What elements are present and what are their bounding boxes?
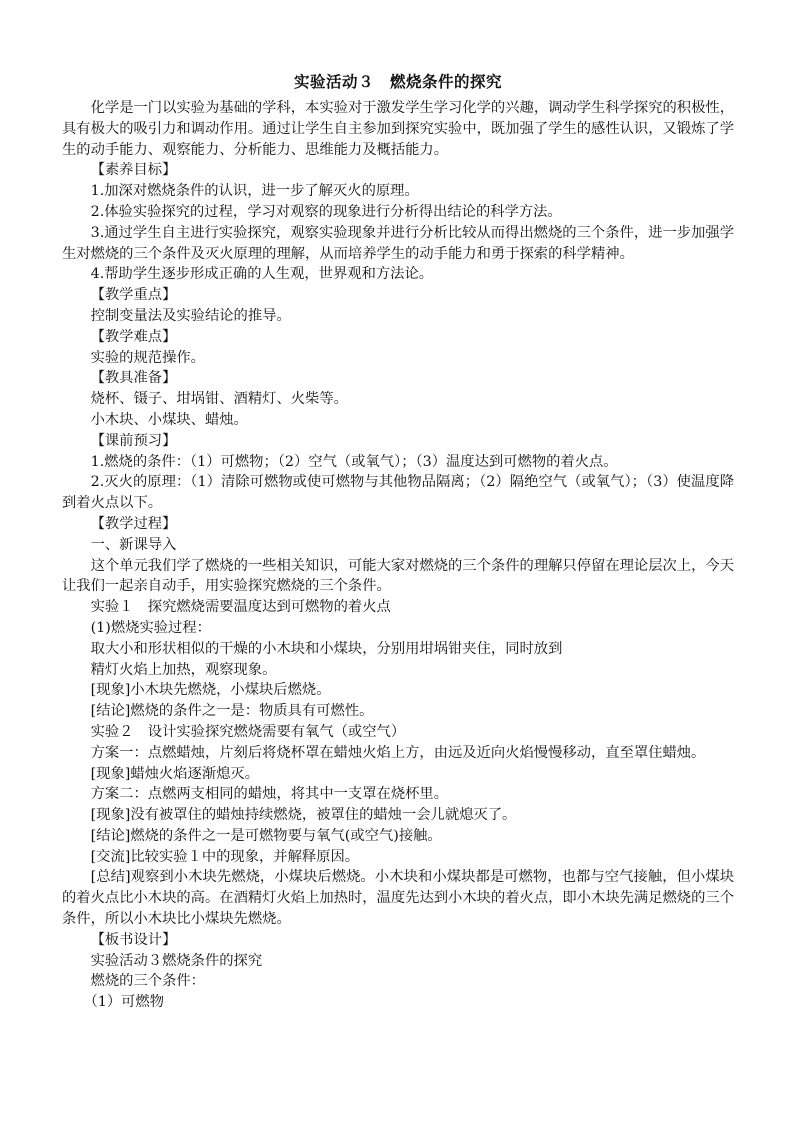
goal-item-2: 2.体验实验探究的过程，学习对观察的现象进行分析得出结论的科学方法。 (90, 203, 562, 220)
experiment-1-step-heading: (1)燃烧实验过程： (90, 619, 211, 636)
section-heading-preview: 【课前预习】 (90, 432, 177, 449)
experiment-1-conclusion: [结论]燃烧的条件之一是：物质具有可燃性。 (90, 703, 374, 720)
goal-item-4: 4.帮助学生逐步形成正确的人生观，世界观和方法论。 (90, 266, 434, 283)
section-heading-board-design: 【板书设计】 (90, 931, 177, 948)
preview-item-1: 1.燃烧的条件：（1）可燃物；（2）空气（或氧气）；（3）温度达到可燃物的着火点。 (90, 453, 618, 470)
experiment-2-plan-2: 方案二：点燃两支相同的蜡烛，将其中一支罩在烧杯里。 (90, 786, 449, 803)
board-conditions-heading: 燃烧的三个条件： (90, 973, 205, 990)
board-condition-1: （1）可燃物 (83, 994, 165, 1011)
experiment-2-plan-1: 方案一：点燃蜡烛，片刻后将烧杯罩在蜡烛火焰上方，由远及近向火焰慢慢移动，直至罩住蜡烛。 (90, 744, 706, 761)
experiment-1-phenomenon: [现象]小木块先燃烧，小煤块后燃烧。 (90, 682, 331, 699)
materials-line-1: 烧杯、镊子、坩埚钳、酒精灯、火柴等。 (90, 391, 348, 408)
section-heading-materials: 【教具准备】 (90, 370, 177, 387)
materials-line-2: 小木块、小煤块、蜡烛。 (90, 411, 248, 428)
intro-paragraph: 化学是一门以实验为基础的学科，本实验对于激发学生学习化学的兴趣，调动学生科学探究的积极性，具有极大的吸引力和调动作用。通过让学生自主参加到探究实验中，既加强了学生的感性认识，又锻炼了学生的动手能力、观察能力、分析能力、思维能力及概括能力。 (62, 100, 734, 158)
preview-item-2: 2.灭火的原理：（1）清除可燃物或使可燃物与其他物品隔离；（2）隔绝空气（或氧气）；（3）使温度降到着火点以下。 (62, 474, 734, 512)
board-title: 实验活动３燃烧条件的探究 (90, 952, 263, 969)
experiment-2-title: 实验２ 设计实验探究燃烧需要有氧气（或空气） (90, 723, 406, 740)
document-page (62, 70, 734, 1013)
summary-text: [总结]观察到小木块先燃烧，小煤块后燃烧。小木块和小煤块都是可燃物，也都与空气接触，但小煤块的着火点比小木块的高。在酒精灯火焰上加热时，温度先达到小木块的着火点，即小木块先满足燃烧的三个条件，所以小木块比小煤块先燃烧。 (62, 869, 734, 928)
experiment-2-phenomenon-2: [现象]没有被罩住的蜡烛持续燃烧，被罩住的蜡烛一会儿就熄灭了。 (90, 807, 517, 824)
document-title: 实验活动３ 燃烧条件的探究 (293, 72, 502, 91)
goal-item-3: 3.通过学生自主进行实验探究，观察实验现象并进行分析比较从而得出燃烧的三个条件，进一步加强学生对燃烧的三个条件及灭火原理的理解，从而培养学生的动手能力和勇于探索的科学精神。 (62, 224, 734, 262)
subheading-intro: 一、新课导入 (90, 536, 177, 553)
experiment-1-title: 实验１ 探究燃烧需要温度达到可燃物的着火点 (90, 599, 391, 616)
experiment-2-phenomenon-1: [现象]蜡烛火焰逐渐熄灭。 (90, 765, 260, 782)
experiment-1-step-line-1: 取大小和形状相似的干燥的小木块和小煤块，分别用坩埚钳夹住，同时放到 (90, 640, 563, 657)
section-heading-difficulties: 【教学难点】 (90, 328, 177, 345)
experiment-1-step-line-2: 精灯火焰上加热，观察现象。 (90, 661, 277, 678)
goal-item-1: 1.加深对燃烧条件的认识，进一步了解灭火的原理。 (90, 183, 419, 200)
exchange-text: [交流]比较实验１中的现象，并解释原因。 (90, 848, 360, 865)
section-heading-literacy-goals: 【素养目标】 (90, 162, 177, 179)
key-points-text: 控制变量法及实验结论的推导。 (90, 307, 291, 324)
intro-text: 这个单元我们学了燃烧的一些相关知识，可能大家对燃烧的三个条件的理解只停留在理论层次上，今天让我们一起亲自动手，用实验探究燃烧的三个条件。 (62, 557, 734, 595)
section-heading-process: 【教学过程】 (90, 515, 177, 532)
section-heading-key-points: 【教学重点】 (90, 287, 177, 304)
difficulties-text: 实验的规范操作。 (90, 349, 205, 366)
experiment-2-conclusion: [结论]燃烧的条件之一是可燃物要与氧气(或空气)接触。 (90, 827, 442, 844)
